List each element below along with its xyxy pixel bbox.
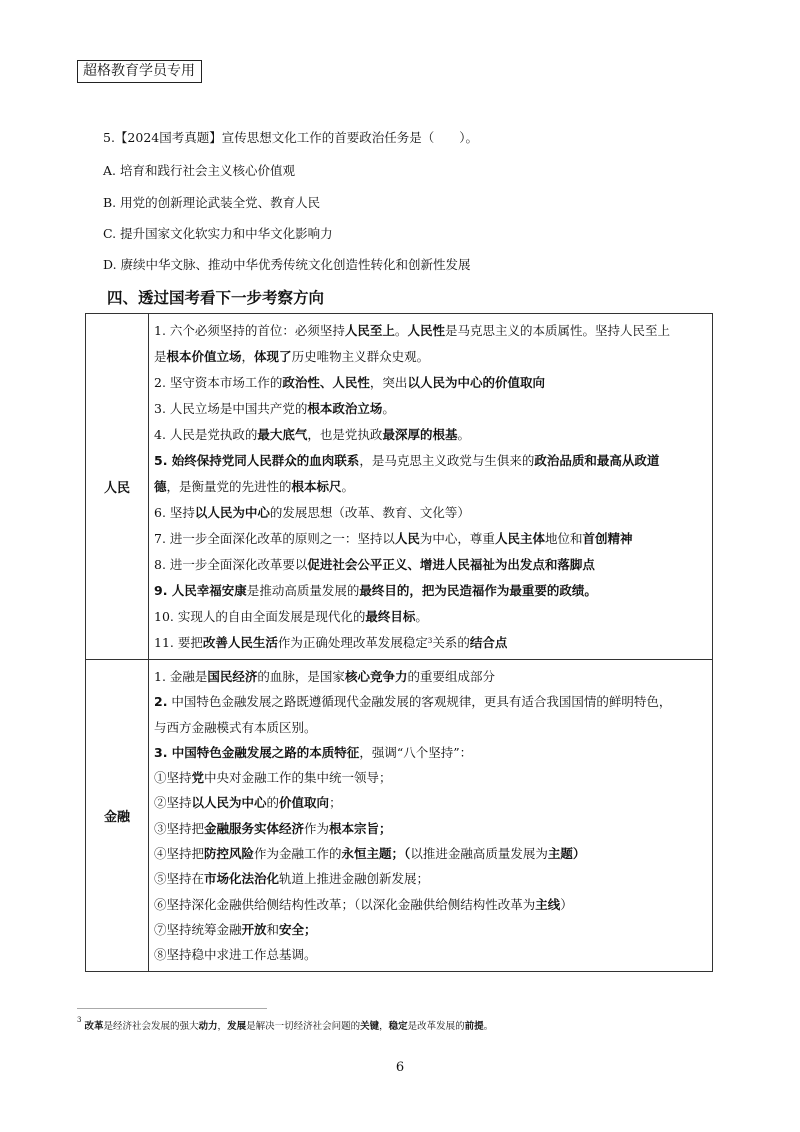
finance-content — [149, 660, 713, 972]
text-run: 11. 要把 — [154, 635, 203, 650]
text-run: ， — [379, 1021, 389, 1032]
table-row-people — [86, 314, 713, 660]
content-line — [154, 604, 705, 630]
bold-text: 市场化法治化 — [204, 871, 280, 887]
bold-text: 开放 — [241, 921, 267, 937]
bold-text: 首创精神 — [582, 531, 633, 546]
content-line — [154, 318, 705, 344]
text-run: 的 — [266, 795, 280, 811]
content-line — [154, 396, 705, 422]
text-run: 以推进金融高质量发展为 — [410, 846, 548, 862]
bold-text: 稳定 — [388, 1021, 408, 1032]
bold-text: 结合点 — [469, 635, 508, 650]
category-people: 人民 — [86, 314, 149, 660]
text-run: 。 — [382, 401, 395, 416]
content-line — [154, 740, 705, 765]
content-line — [154, 422, 705, 448]
content-line — [154, 474, 705, 500]
bold-text: 体现了 — [254, 349, 292, 364]
content-line — [154, 500, 705, 526]
text-run: 的重要组成部分 — [407, 669, 495, 684]
text-run: ①坚持 — [154, 770, 192, 786]
bold-text: 根本宗旨； — [329, 820, 392, 836]
bold-text: 核心竞争力 — [344, 669, 408, 684]
bold-text: 根本价值立场 — [166, 349, 242, 364]
text-run: 是 — [154, 349, 167, 364]
table-row-finance — [86, 660, 713, 972]
bold-text: 改善人民生活 — [202, 635, 278, 650]
text-run: D. 赓续中华文脉、推动中华优秀传统文化创造性转化和创新性发展 — [103, 257, 471, 272]
footnote-rule — [77, 1008, 267, 1009]
text-run: 4. 人民是党执政的 — [154, 427, 258, 442]
text-run: ， — [217, 1021, 228, 1032]
bold-text: 改革 — [84, 1021, 104, 1032]
bold-text: 人民主体 — [494, 531, 545, 546]
bold-text: 2. — [154, 694, 168, 710]
content-line — [154, 942, 705, 967]
content-line — [154, 630, 705, 656]
bold-text: 以人民为中心 — [191, 795, 267, 811]
text-run: 的发展思想（改革、教育、文化等） — [269, 505, 470, 520]
page-number: 6 — [395, 1060, 405, 1075]
bold-text: 9. 人民幸福安康 — [154, 583, 247, 598]
text-run: 作为正确处理改革发展稳定 — [277, 635, 428, 650]
topic-table — [85, 313, 713, 972]
bold-text: 德 — [154, 479, 167, 494]
content-line — [154, 664, 705, 689]
text-run: 5.【2024国考真题】宣传思想文化工作的首要政治任务是（ ）。 — [103, 130, 478, 145]
bold-text: 促进社会公平正义、增进人民福祉为出发点和落脚点 — [307, 557, 595, 572]
text-run: 。 — [394, 323, 408, 338]
text-run: 是推动高质量发展的 — [246, 583, 360, 598]
bold-text: 最大底气 — [257, 427, 308, 442]
text-run: ， — [241, 349, 255, 364]
text-run: 。 — [341, 479, 355, 494]
text-run: B. 用党的创新理论武装全党、教育人民 — [103, 195, 321, 210]
bold-text: 关键 — [360, 1021, 380, 1032]
bold-text: 主线 — [535, 896, 561, 912]
text-run: ⑥坚持深化金融供给侧结构性改革；（以深化金融供给侧结构性改革为 — [154, 896, 536, 912]
bold-text: 人民至上 — [344, 323, 395, 338]
category-finance: 金融 — [86, 660, 149, 972]
text-run: 3. 人民立场是中国共产党的 — [154, 401, 308, 416]
bold-text: 国民经济 — [207, 669, 258, 684]
option-b — [103, 195, 320, 211]
student-only-stamp: 超格教育学员专用 — [77, 60, 202, 83]
footnote-marker: 3 — [427, 637, 433, 645]
text-run: 与西方金融模式有本质区别。 — [154, 719, 317, 735]
bold-text: 防控风险 — [204, 846, 255, 862]
text-run: ，强调“八个坚持”： — [359, 744, 473, 760]
content-line — [154, 917, 705, 942]
text-run: 中国特色金融发展之路既遵循现代金融发展的客观规律，更具有适合我国国情的鲜明特色， — [167, 694, 672, 710]
content-line — [154, 816, 705, 841]
section-heading: 四、透过国考看下一步考察方向 — [107, 288, 325, 307]
text-run: 1. 金融是 — [154, 669, 208, 684]
bold-text: 发展 — [227, 1021, 247, 1032]
bold-text: 党 — [191, 770, 205, 786]
text-run: ； — [329, 795, 342, 811]
text-run: 2. 坚守资本市场工作的 — [154, 375, 283, 390]
bold-text: 以人民为中心的价值取向 — [407, 375, 545, 390]
text-run: 。 — [483, 1021, 494, 1032]
bold-text: 政治性、人民性 — [282, 375, 370, 390]
text-run: ③坚持把 — [154, 820, 205, 836]
text-run: ，是衡量党的先进性的 — [166, 479, 292, 494]
text-run: 作为金融工作的 — [254, 846, 342, 862]
bold-text: 动力 — [198, 1021, 218, 1032]
bold-text: 金融服务实体经济 — [204, 820, 305, 836]
people-content — [149, 314, 713, 660]
text-run: 1. 六个必须坚持的首位：必须坚持 — [154, 323, 345, 338]
text-run: 是改革发展的 — [407, 1021, 465, 1032]
content-line — [154, 715, 705, 740]
text-run: 地位和 — [544, 531, 583, 546]
footnote — [77, 1018, 493, 1032]
bold-text: 永恒主题；（ — [341, 846, 411, 862]
content-line — [154, 689, 705, 714]
bold-text: 最终目标 — [365, 609, 416, 624]
footnote-marker: 3 — [77, 1016, 82, 1024]
bold-text: 价值取向 — [279, 795, 330, 811]
text-run: 7. 进一步全面深化改革的原则之一：坚持以 — [154, 531, 395, 546]
text-run: 历史唯物主义群众史观。 — [291, 349, 430, 364]
text-run: 8. 进一步全面深化改革要以 — [154, 557, 308, 572]
option-a — [103, 163, 295, 179]
bold-text: 最深厚的根基 — [382, 427, 458, 442]
text-run: 10. 实现人的自由全面发展是现代化的 — [154, 609, 366, 624]
content-line — [154, 448, 705, 474]
text-run: ） — [560, 896, 573, 912]
content-line — [154, 866, 705, 891]
question-stem — [103, 130, 478, 146]
content-line — [154, 790, 705, 815]
text-run: ⑦坚持统筹金融 — [154, 921, 242, 937]
text-run: 是马克思主义的本质属性。坚持人民至上 — [444, 323, 670, 338]
content-line — [154, 841, 705, 866]
text-run: 6. 坚持 — [154, 505, 195, 520]
content-line — [154, 765, 705, 790]
bold-text: 前提 — [464, 1021, 484, 1032]
bold-text: 5. 始终保持党同人民群众的血肉联系 — [154, 453, 360, 468]
text-run: A. 培育和践行社会主义核心价值观 — [103, 163, 295, 178]
text-run: 关系的 — [432, 635, 470, 650]
option-c — [103, 226, 333, 242]
text-run: 中央对金融工作的集中统一领导； — [204, 770, 392, 786]
text-run: 为中心，尊重 — [419, 531, 495, 546]
text-run: ，也是党执政 — [307, 427, 383, 442]
text-run: 作为 — [304, 820, 330, 836]
option-d — [103, 257, 471, 273]
text-run: 轨道上推进金融创新发展； — [279, 871, 430, 887]
content-line — [154, 578, 705, 604]
text-run: ，突出 — [369, 375, 408, 390]
content-line — [154, 370, 705, 396]
bold-text: 最终目的，把为民造福作为最重要的政绩。 — [359, 583, 597, 598]
bold-text: 3. 中国特色金融发展之路的本质特征 — [154, 744, 360, 760]
content-line — [154, 892, 705, 917]
text-run: ⑤坚持在 — [154, 871, 205, 887]
bold-text: 人民 — [394, 531, 420, 546]
text-run: ②坚持 — [154, 795, 192, 811]
text-run: 是解决一切经济社会问题的 — [246, 1021, 361, 1032]
text-run: 和 — [266, 921, 280, 937]
bold-text: 根本标尺 — [291, 479, 342, 494]
text-run: 是经济社会发展的强大 — [103, 1021, 199, 1032]
bold-text: 政治品质和最高从政道 — [534, 453, 660, 468]
text-run: C. 提升国家文化软实力和中华文化影响力 — [103, 226, 333, 241]
content-line — [154, 526, 705, 552]
bold-text: 根本政治立场 — [307, 401, 383, 416]
bold-text: 安全； — [279, 921, 317, 937]
bold-text: 以人民为中心 — [194, 505, 270, 520]
text-run: ，是马克思主义政党与生俱来的 — [359, 453, 535, 468]
bold-text: 主题） — [547, 846, 586, 862]
text-run: 。 — [415, 609, 428, 624]
text-run: 。 — [457, 427, 470, 442]
bold-text: 人民性 — [407, 323, 445, 338]
text-run: ④坚持把 — [154, 846, 205, 862]
text-run: ⑧坚持稳中求进工作总基调。 — [154, 947, 317, 963]
content-line — [154, 552, 705, 578]
content-line — [154, 344, 705, 370]
text-run: 的血脉，是国家 — [257, 669, 345, 684]
